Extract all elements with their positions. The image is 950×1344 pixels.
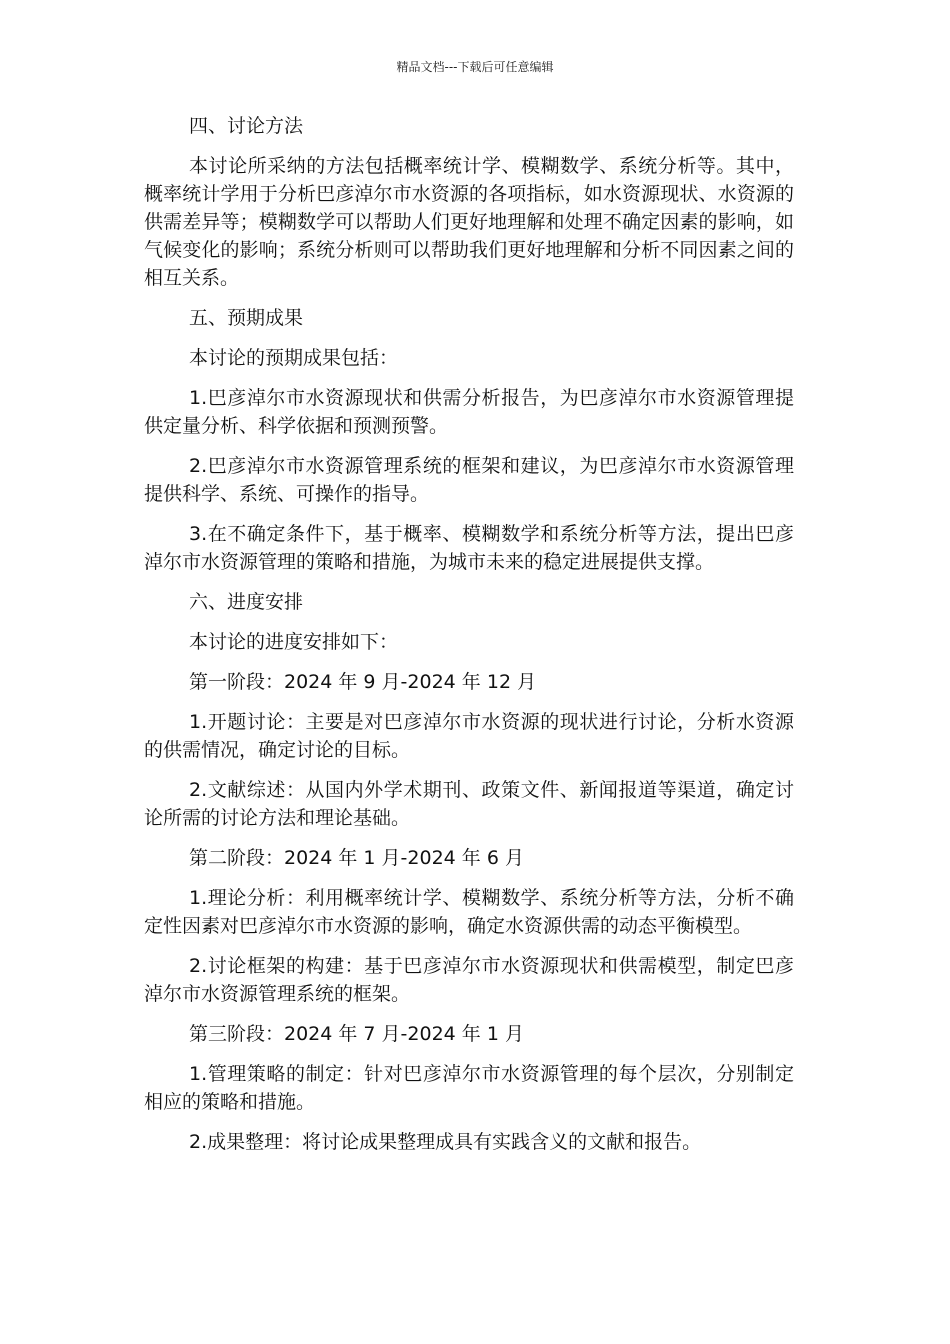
phase-2-item-1: 1.理论分析：利用概率统计学、模糊数学、系统分析等方法，分析不确定性因素对巴彦淖尔市水资源的影响，确定水资源供需的动态平衡模型。 (144, 887, 794, 937)
paragraph-outcomes-intro: 本讨论的预期成果包括： (189, 347, 399, 369)
phase-1-item-1: 1.开题讨论：主要是对巴彦淖尔市水资源的现状进行讨论，分析水资源的供需情况，确定讨论的目标。 (144, 711, 794, 761)
outcome-item-3: 3.在不确定条件下，基于概率、模糊数学和系统分析等方法，提出巴彦淖尔市水资源管理的策略和措施，为城市未来的稳定进展提供支撑。 (144, 523, 794, 573)
section-heading-methods: 四、讨论方法 (189, 115, 304, 137)
section-heading-outcomes: 五、预期成果 (189, 307, 304, 329)
phase-1-heading: 第一阶段：2024 年 9 月-2024 年 12 月 (189, 671, 537, 693)
phase-1-item-2: 2.文献综述：从国内外学术期刊、政策文件、新闻报道等渠道，确定讨论所需的讨论方法和理论基础。 (144, 779, 794, 829)
paragraph-schedule-intro: 本讨论的进度安排如下： (189, 631, 399, 653)
outcome-item-2: 2.巴彦淖尔市水资源管理系统的框架和建议，为巴彦淖尔市水资源管理提供科学、系统、可操作的指导。 (144, 455, 794, 505)
phase-3-item-2: 2.成果整理：将讨论成果整理成具有实践含义的文献和报告。 (189, 1131, 702, 1153)
phase-2-item-2: 2.讨论框架的构建：基于巴彦淖尔市水资源现状和供需模型，制定巴彦淖尔市水资源管理系统的框架。 (144, 955, 794, 1005)
section-heading-schedule: 六、进度安排 (189, 591, 304, 613)
outcome-item-1: 1.巴彦淖尔市水资源现状和供需分析报告，为巴彦淖尔市水资源管理提供定量分析、科学依据和预测预警。 (144, 387, 794, 437)
phase-3-item-1: 1.管理策略的制定：针对巴彦淖尔市水资源管理的每个层次，分别制定相应的策略和措施。 (144, 1063, 794, 1113)
paragraph-methods: 本讨论所采纳的方法包括概率统计学、模糊数学、系统分析等。其中，概率统计学用于分析巴彦淖尔市水资源的各项指标，如水资源现状、水资源的供需差异等；模糊数学可以帮助人们更好地理解和处理不确定因素的影响，如气候变化的影响；系统分析则可以帮助我们更好地理解和分析不同因素之间的相互关系。 (144, 155, 794, 289)
phase-2-heading: 第二阶段：2024 年 1 月-2024 年 6 月 (189, 847, 524, 869)
phase-3-heading: 第三阶段：2024 年 7 月-2024 年 1 月 (189, 1023, 524, 1045)
document-body (144, 112, 794, 1168)
page-header: 精品文档---下载后可任意编辑 (396, 60, 554, 74)
